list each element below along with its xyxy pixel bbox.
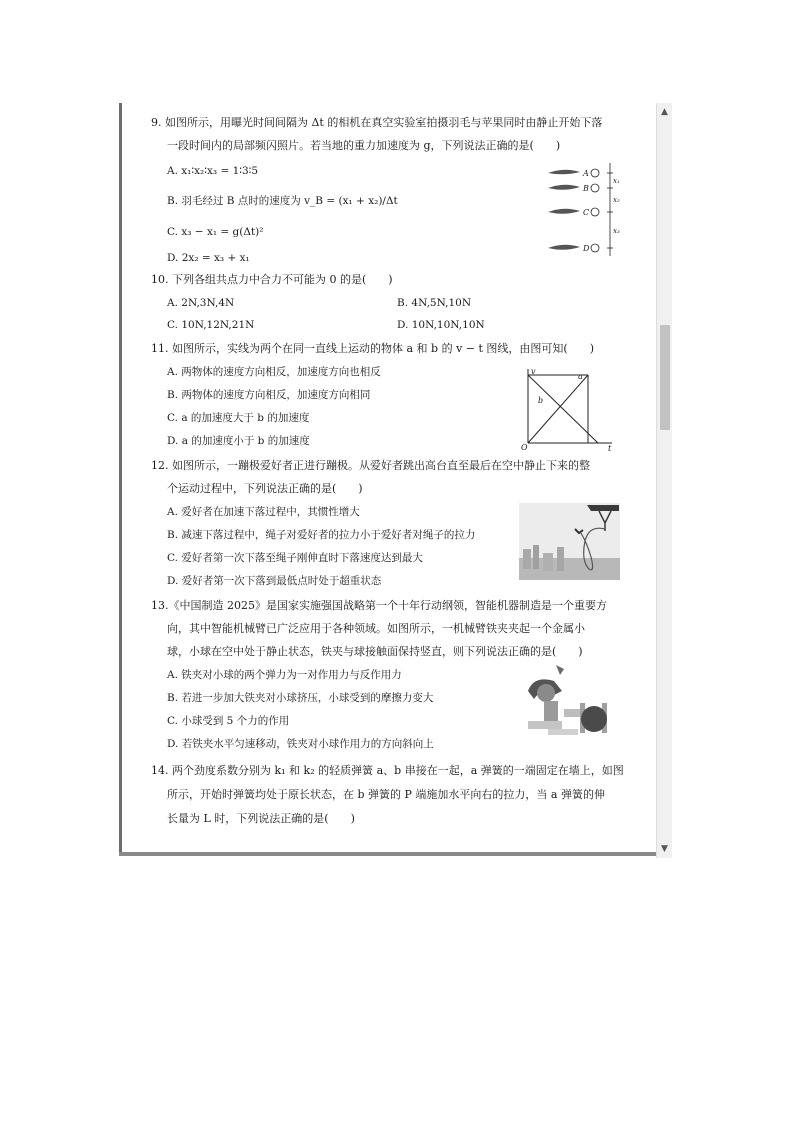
q13-stem-line1: 13.《中国制造 2025》是国家实施强国战略第一个十年行动纲领，智能机器制造是一个重要方 (151, 599, 607, 612)
q9-fig-label-a: A (583, 169, 589, 178)
q9-strobe-figure (544, 161, 626, 261)
scroll-down-button[interactable]: ▼ (661, 844, 668, 854)
q14-stem-line2: 所示，开始时弹簧均处于原长状态，在 b 弹簧的 P 端施加水平向右的拉力，当 a 弹簧的伸 (167, 788, 605, 801)
q11-option-c: C. a 的加速度大于 b 的加速度 (167, 412, 310, 424)
q10-option-a: A. 2N,3N,4N (167, 297, 235, 309)
q11-fig-label-a: a (578, 372, 583, 381)
q12-stem-line2: 个运动过程中，下列说法正确的是( ) (167, 482, 363, 495)
q12-bungee-photo (519, 503, 620, 580)
q13-option-d: D. 若铁夹水平匀速移动，铁夹对小球作用力的方向斜向上 (167, 738, 434, 750)
q11-vt-graph (518, 365, 618, 451)
q9-option-a: A. x₁∶x₂∶x₃ = 1∶3∶5 (167, 165, 259, 177)
q11-fig-label-o: O (521, 443, 528, 451)
q12-option-d: D. 爱好者第一次下落到最低点时处于超重状态 (167, 575, 382, 587)
q11-fig-label-b: b (538, 396, 544, 405)
q10-option-d: D. 10N,10N,10N (397, 319, 485, 331)
q13-stem-line2: 向，其中智能机械臂已广泛应用于各种领域。如图所示，一机械臂铁夹夹起一个金属小 (167, 622, 585, 635)
document-viewer (119, 103, 672, 858)
q12-option-b: B. 减速下落过程中，绳子对爱好者的拉力小于爱好者对绳子的拉力 (167, 529, 476, 541)
q9-option-d: D. 2x₂ = x₃ + x₁ (167, 252, 250, 264)
q14-stem-line3: 长量为 L 时，下列说法正确的是( ) (167, 812, 355, 825)
q11-option-a: A. 两物体的速度方向相反，加速度方向也相反 (167, 366, 381, 378)
q9-stem-line1: 9. 如图所示，用曝光时间间隔为 Δt 的相机在真空实验室拍摄羽毛与苹果同时由静止开始下落 (151, 116, 603, 129)
q10-stem: 10. 下列各组共点力中合力不可能为 0 的是( ) (151, 273, 393, 286)
q11-stem: 11. 如图所示，实线为两个在同一直线上运动的物体 a 和 b 的 v − t 图线，由图可知( ) (151, 342, 594, 355)
q13-robot-arm-photo (520, 663, 616, 745)
document-page (122, 103, 656, 852)
vertical-scrollbar[interactable] (656, 103, 672, 858)
q9-fig-label-x3: x₃ (613, 227, 620, 235)
q13-option-b: B. 若进一步加大铁夹对小球挤压，小球受到的摩擦力变大 (167, 692, 434, 704)
q9-option-b: B. 羽毛经过 B 点时的速度为 v_B = (x₁ + x₂)/Δt (167, 195, 398, 207)
q12-option-a: A. 爱好者在加速下落过程中，其惯性增大 (167, 506, 360, 518)
q12-stem-line1: 12. 如图所示，一蹦极爱好者正进行蹦极。从爱好者跳出高台直至最后在空中静止下来的整 (151, 459, 590, 472)
q11-option-d: D. a 的加速度小于 b 的加速度 (167, 435, 310, 447)
q12-option-c: C. 爱好者第一次下落至绳子刚伸直时下落速度达到最大 (167, 552, 423, 564)
q11-option-b: B. 两物体的速度方向相反，加速度方向相同 (167, 389, 371, 401)
q13-stem-line3: 球，小球在空中处于静止状态，铁夹与球接触面保持竖直，则下列说法正确的是( ) (167, 645, 583, 658)
q9-fig-label-x2: x₂ (613, 196, 620, 204)
q13-option-a: A. 铁夹对小球的两个弹力为一对作用力与反作用力 (167, 669, 402, 681)
q11-fig-label-v: v (531, 367, 536, 376)
q9-stem-line2: 一段时间内的局部频闪照片。若当地的重力加速度为 g，下列说法正确的是( ) (167, 139, 561, 152)
q9-fig-label-b: B (583, 184, 589, 193)
scroll-up-button[interactable]: ▲ (661, 107, 668, 117)
q14-stem-line1: 14. 两个劲度系数分别为 k₁ 和 k₂ 的轻质弹簧 a、b 串接在一起，a 弹簧的一端固定在墙上，如图 (151, 764, 624, 777)
q9-fig-label-x1: x₁ (613, 177, 620, 185)
scroll-thumb[interactable] (660, 325, 670, 430)
page-frame-bottom (119, 852, 657, 856)
q13-option-c: C. 小球受到 5 个力的作用 (167, 715, 290, 727)
q9-fig-label-c: C (583, 208, 590, 217)
q11-fig-label-t: t (608, 444, 612, 451)
q10-option-c: C. 10N,12N,21N (167, 319, 255, 331)
q9-fig-label-d: D (583, 244, 590, 253)
q9-option-c: C. x₃ − x₁ = g(Δt)² (167, 226, 264, 238)
q10-option-b: B. 4N,5N,10N (397, 297, 472, 309)
